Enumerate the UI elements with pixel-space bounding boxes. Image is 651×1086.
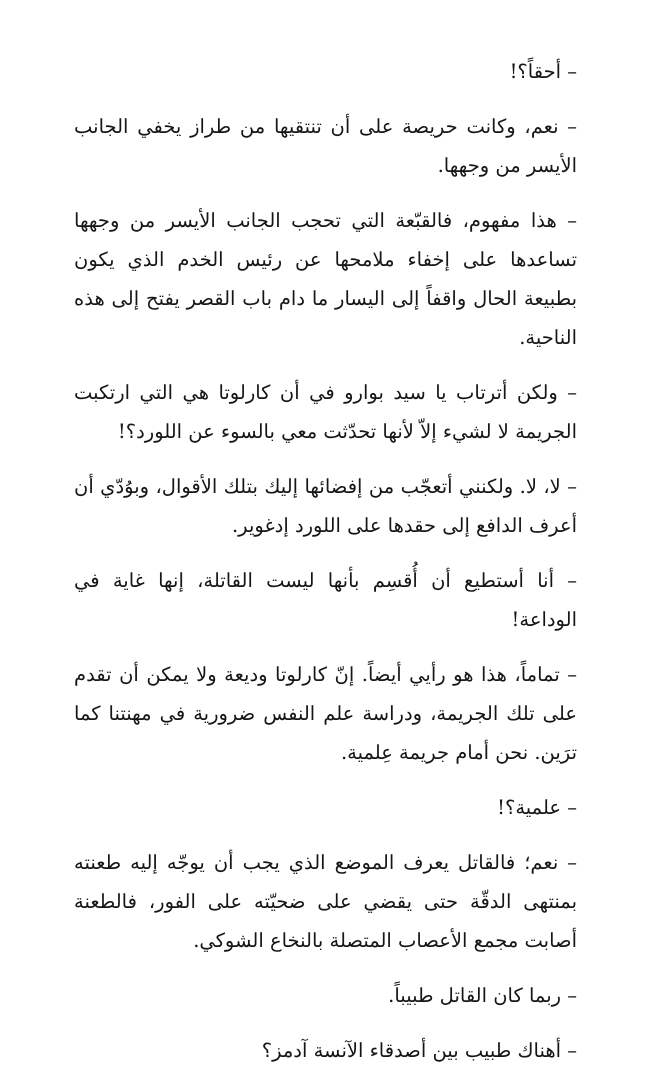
dialogue-paragraph: – نعم؛ فالقاتل يعرف الموضع الذي يجب أن يوجّه إليه طعنته بمنتهى الدقّة حتى يقضي على ضحيّته على الفور، فالطعنة أصابت مجمع الأعصاب المتصلة بالنخاع الشوكي.	[74, 851, 577, 952]
dialogue-paragraph: – ربما كان القاتل طبيباً.	[388, 984, 577, 1007]
dialogue-paragraph: – أنا أستطيع أن أُقسِم بأنها ليست القاتلة، إنها غاية في الوداعة!	[74, 569, 577, 631]
dialogue-paragraph: – تماماً، هذا هو رأيي أيضاً. إنّ كارلوتا وديعة ولا يمكن أن تقدم على تلك الجريمة، ودراسة علم النفس ضرورية في مهنتنا كما ترَين. نحن أمام جريمة عِلمية.	[74, 663, 577, 764]
book-page	[74, 52, 577, 1086]
dialogue-paragraph: – علمية؟!	[497, 796, 577, 819]
dialogue-paragraph: – أهناك طبيب بين أصدقاء الآنسة آدمز؟	[261, 1039, 577, 1062]
dialogue-paragraph: – لا، لا. ولكنني أتعجّب من إفضائها إليك بتلك الأقوال، وبوُدّي أن أعرف الدافع إلى حقدها على اللورد إدغوير.	[74, 475, 577, 537]
dialogue-paragraph: – هذا مفهوم، فالقبّعة التي تحجب الجانب الأيسر من وجهها تساعدها على إخفاء ملامحها عن رئيس الخدم الذي يكون بطبيعة الحال واقفاً إلى اليسار ما دام باب القصر يفتح إلى هذه الناحية.	[74, 209, 577, 349]
dialogue-paragraph: – أحقاً؟!	[509, 60, 577, 83]
dialogue-paragraph: – ولكن أترتاب يا سيد بوارو في أن كارلوتا هي التي ارتكبت الجريمة لا لشيء إلاّ لأنها تحدّثت معي بالسوء عن اللورد؟!	[74, 381, 577, 443]
dialogue-paragraph: – نعم، وكانت حريصة على أن تنتقيها من طراز يخفي الجانب الأيسر من وجهها.	[74, 115, 577, 177]
